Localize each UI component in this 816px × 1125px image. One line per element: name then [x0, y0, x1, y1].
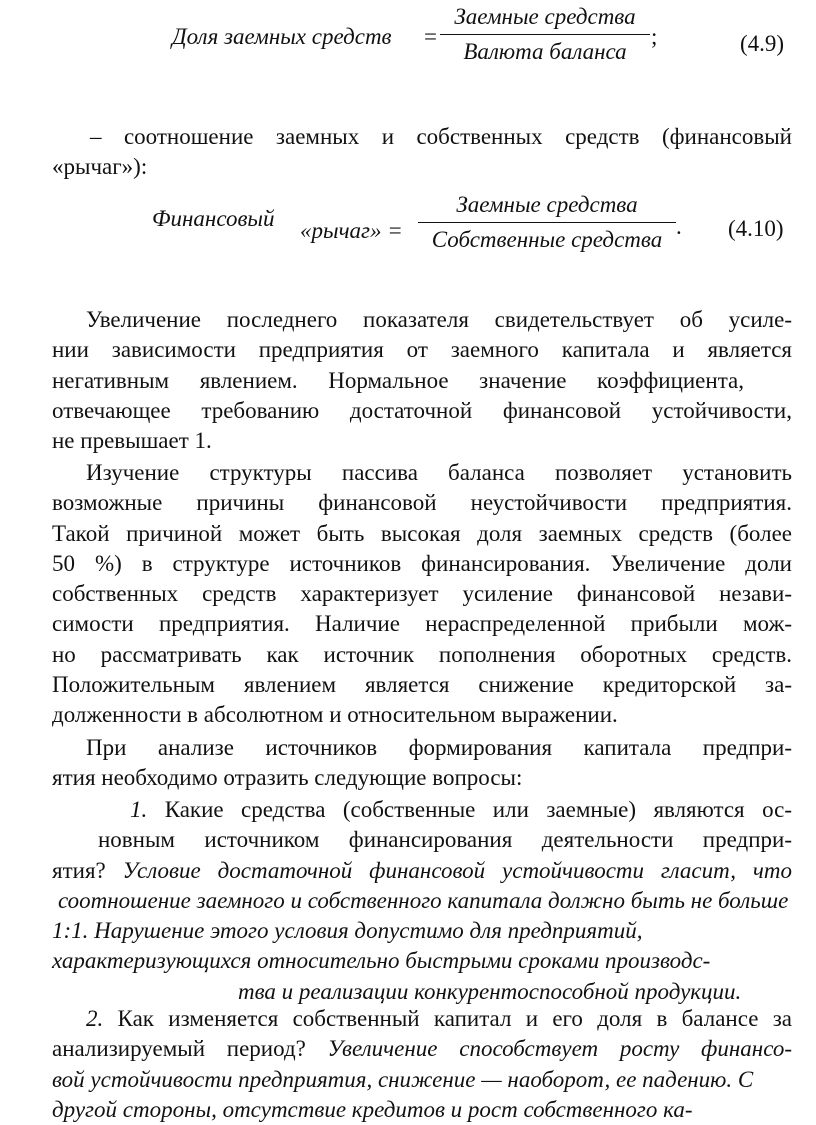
text-line: Положительным явлением является снижение кредиторской за-: [52, 672, 792, 698]
text-line: При анализе источников формирования капитала предпри-: [86, 735, 792, 760]
equation-number: (4.9): [740, 31, 785, 56]
text-line: соотношение заемного и собственного капитала должно быть не: [58, 887, 713, 913]
text-line: негативным явлением. Нормальное значение коэффициента,: [52, 367, 744, 393]
fraction-denominator: Валюта баланса: [463, 39, 627, 64]
paragraph-1: [52, 305, 792, 456]
text-line: анализируемый период? Увеличение способствует росту финансо-: [52, 1036, 793, 1062]
formula-fraction: [418, 192, 676, 253]
text-line: Увеличение последнего показателя свидетельствует об усиле-: [86, 307, 792, 332]
formula-lhs-b: «рычаг» =: [300, 218, 403, 243]
fraction-denominator: Собственные средства: [431, 227, 663, 252]
paragraph-3: [52, 733, 792, 794]
text-line: 50 %) в структуре источников финансирования. Увеличение доли: [52, 550, 792, 576]
text-line: нии зависимости предприятия от заемного капитала и является: [52, 337, 792, 363]
text-line: Изучение структуры пассива баланса позволяет установить: [86, 460, 792, 485]
question-number: 1.: [130, 797, 148, 822]
formula-fraction: [440, 4, 650, 65]
text-line: вой устойчивости предприятия, снижение — наоборот, ее падению.: [52, 1066, 733, 1092]
text-line: симости предприятия. Наличие нераспределенной прибыли мож-: [52, 611, 792, 637]
question-1: [52, 795, 792, 1007]
fraction-numerator: Заемные средства: [456, 192, 638, 217]
text-line: С другой стороны, отсутствие кредитов и рост собственного ка-: [52, 1066, 754, 1122]
intro-text: [90, 122, 792, 152]
text-line: не превышает 1.: [52, 428, 212, 454]
text-line: характеризующихся относительно быстрыми сроками производс-: [52, 948, 711, 974]
text-line: «рычаг»):: [52, 154, 148, 179]
text-line: собственных средств характеризует усиление финансовой незави-: [52, 581, 792, 607]
question-2: [52, 1004, 792, 1125]
text-line: новным источником финансирования деятельности предпри-: [98, 827, 792, 853]
formula-lhs: Доля заемных средств: [172, 24, 392, 49]
formula-tail: ;: [651, 24, 658, 49]
intro-text-2: [52, 152, 792, 182]
paragraph-2: [52, 458, 792, 731]
text-line: но рассматривать как источник пополнения оборотных средств.: [52, 641, 792, 667]
text-line: тва и реализации конкурентоспособной продукции.: [238, 978, 742, 1004]
text-line: возможные причины финансовой неустойчивости предприятия.: [52, 490, 792, 516]
text-line: 2. Как изменяется собственный капитал и его доля в балансе за: [86, 1006, 793, 1031]
text-line: больше 1:1. Нарушение этого условия допустимо для предприятий,: [52, 887, 789, 944]
text-line: Такой причиной может быть высокая доля заемных средств (более: [52, 520, 792, 546]
formula-equals: =: [424, 24, 437, 49]
formula-tail: .: [676, 214, 682, 239]
formula-4-9: [0, 0, 816, 80]
formula-4-10: [0, 186, 816, 276]
fraction-numerator: Заемные средства: [454, 4, 636, 29]
formula-lhs-a: Финансовый: [152, 206, 275, 231]
text-line: ятия необходимо отразить следующие вопросы:: [52, 765, 523, 791]
text-line: отвечающее требованию достаточной финансовой устойчивости,: [52, 397, 792, 423]
text-line: 1. Какие средства (собственные или заемные) являются ос-: [130, 797, 793, 822]
text-line: долженности в абсолютном и относительном выражении.: [52, 702, 618, 728]
equation-number: (4.10): [728, 216, 784, 241]
text-line: – соотношение заемных и собственных средств (финансовый: [90, 124, 792, 149]
text-line: ятия? Условие достаточной финансовой устойчивости гласит, что: [52, 857, 793, 883]
question-number: 2.: [86, 1006, 104, 1031]
